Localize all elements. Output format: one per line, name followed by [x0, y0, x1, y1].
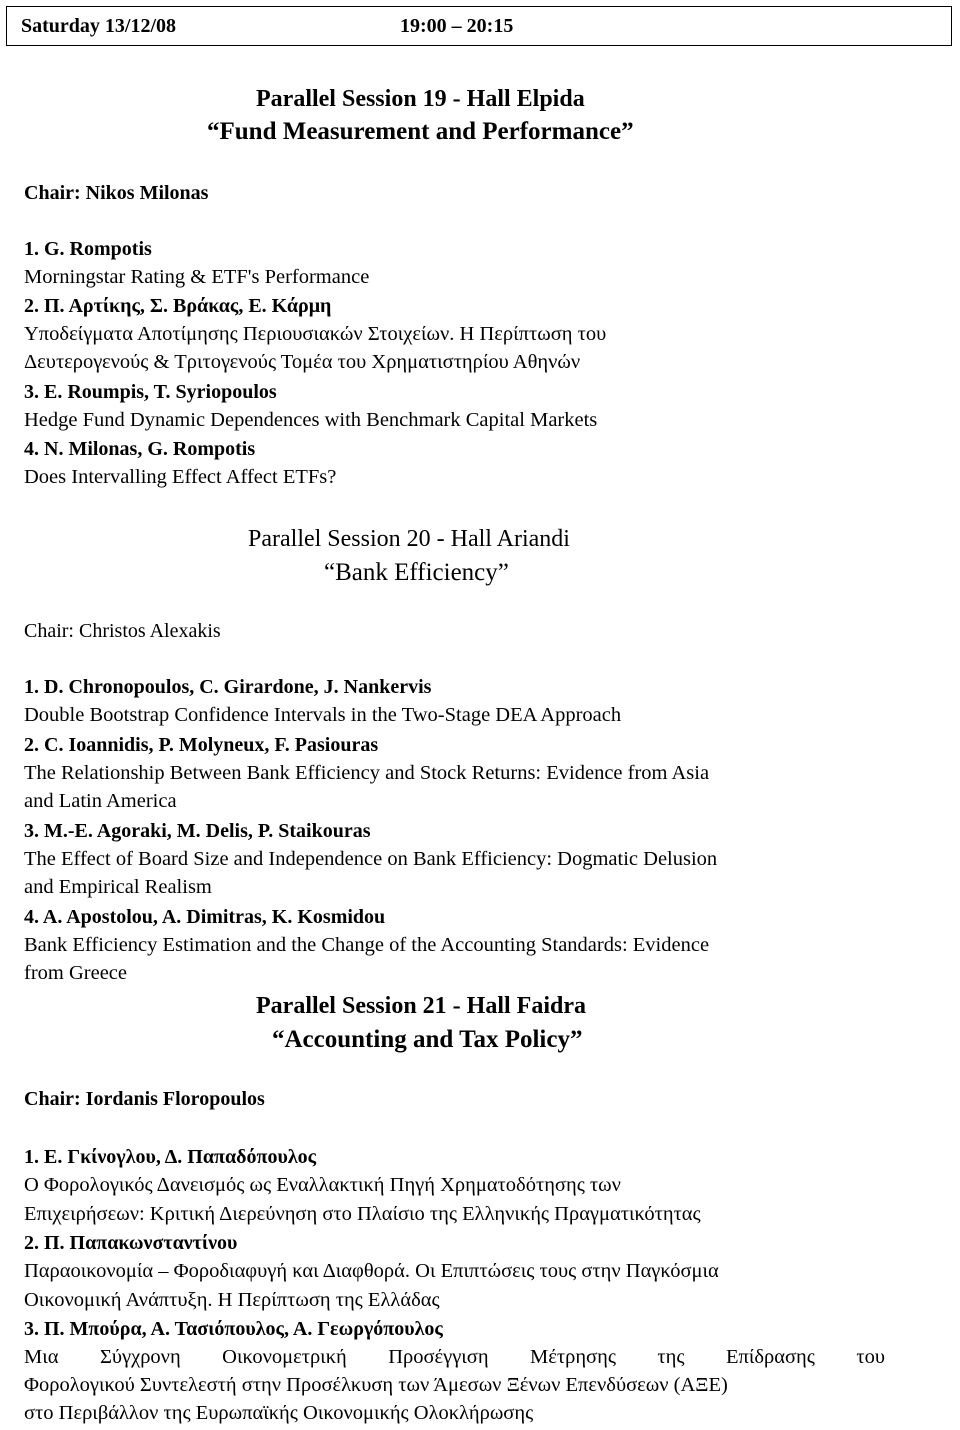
- paper-title: Μια Σύγχρονη Οικονομετρική Προσέγγιση Μέτρησης της Επίδρασης του: [24, 1346, 885, 1368]
- header-time: 19:00 – 20:15: [400, 15, 514, 37]
- paper-authors: 1. Ε. Γκίνογλου, Δ. Παπαδόπουλος: [24, 1146, 317, 1168]
- paper-title: Επιχειρήσεων: Κριτική Διερεύνηση στο Πλαίσιο της Ελληνικής Πραγματικότητας: [24, 1203, 701, 1225]
- paper-authors: 2. Π. Αρτίκης, Σ. Βράκας, Ε. Κάρμη: [24, 295, 332, 317]
- session-subtitle: “Fund Measurement and Performance”: [207, 118, 634, 145]
- header-day: Saturday 13/12/08: [21, 15, 177, 37]
- schedule-header: [6, 6, 952, 46]
- paper-authors: 3. M.-E. Agoraki, M. Delis, P. Staikouras: [24, 820, 371, 842]
- paper-title: Double Bootstrap Confidence Intervals in the Two-Stage DEA Approach: [24, 704, 622, 726]
- paper-title: Φορολογικού Συντελεστή στην Προσέλκυση των Άμεσων Ξένων Επενδύσεων (ΑΞΕ): [24, 1374, 728, 1396]
- session-chair: Chair: Iordanis Floropoulos: [24, 1088, 265, 1110]
- paper-authors: 1. G. Rompotis: [24, 238, 152, 260]
- paper-authors: 3. E. Roumpis, T. Syriopoulos: [24, 381, 277, 403]
- paper-authors: 4. A. Apostolou, A. Dimitras, K. Kosmidou: [24, 906, 386, 928]
- paper-title: Bank Efficiency Estimation and the Change of the Accounting Standards: Evidence: [24, 934, 710, 956]
- paper-title: Does Intervalling Effect Affect ETFs?: [24, 466, 337, 488]
- paper-authors: 2. Π. Παπακωνσταντίνου: [24, 1232, 238, 1254]
- session-title: Parallel Session 21 - Hall Faidra: [256, 993, 586, 1019]
- paper-title: στο Περιβάλλον της Ευρωπαϊκής Οικονομικής Ολοκλήρωσης: [24, 1402, 534, 1424]
- paper-authors: 3. Π. Μπούρα, Α. Τασιόπουλος, Α. Γεωργόπουλος: [24, 1318, 443, 1340]
- session-chair: Chair: Nikos Milonas: [24, 182, 209, 204]
- paper-authors: 2. C. Ioannidis, P. Molyneux, F. Pasiouras: [24, 734, 379, 756]
- paper-title: Οικονομική Ανάπτυξη. Η Περίπτωση της Ελλάδας: [24, 1289, 440, 1311]
- session-chair: Chair: Christos Alexakis: [24, 620, 221, 642]
- session-subtitle: “Accounting and Tax Policy”: [272, 1026, 583, 1053]
- paper-title: and Latin America: [24, 790, 177, 812]
- paper-authors: 1. D. Chronopoulos, C. Girardone, J. Nankervis: [24, 676, 432, 698]
- paper-title: Δευτερογενούς & Τριτογενούς Τομέα του Χρηματιστηρίου Αθηνών: [24, 351, 581, 373]
- paper-authors: 4. N. Milonas, G. Rompotis: [24, 438, 256, 460]
- paper-title: Hedge Fund Dynamic Dependences with Benchmark Capital Markets: [24, 409, 598, 431]
- session-subtitle: “Bank Efficiency”: [324, 559, 509, 586]
- paper-title: and Empirical Realism: [24, 876, 212, 898]
- paper-title: Παραοικονομία – Φοροδιαφυγή και Διαφθορά. Οι Επιπτώσεις τους στην Παγκόσμια: [24, 1260, 719, 1282]
- paper-title: The Effect of Board Size and Independence on Bank Efficiency: Dogmatic Delusion: [24, 848, 718, 870]
- paper-title: Υποδείγματα Αποτίμησης Περιουσιακών Στοιχείων. Η Περίπτωση του: [24, 323, 607, 345]
- paper-title: Ο Φορολογικός Δανεισμός ως Εναλλακτική Πηγή Χρηματοδότησης των: [24, 1174, 621, 1196]
- paper-title: Morningstar Rating & ETF's Performance: [24, 266, 370, 288]
- session-title: Parallel Session 20 - Hall Ariandi: [248, 526, 570, 552]
- paper-title: The Relationship Between Bank Efficiency and Stock Returns: Evidence from Asia: [24, 762, 710, 784]
- paper-title: from Greece: [24, 962, 128, 984]
- session-title: Parallel Session 19 - Hall Elpida: [256, 86, 585, 112]
